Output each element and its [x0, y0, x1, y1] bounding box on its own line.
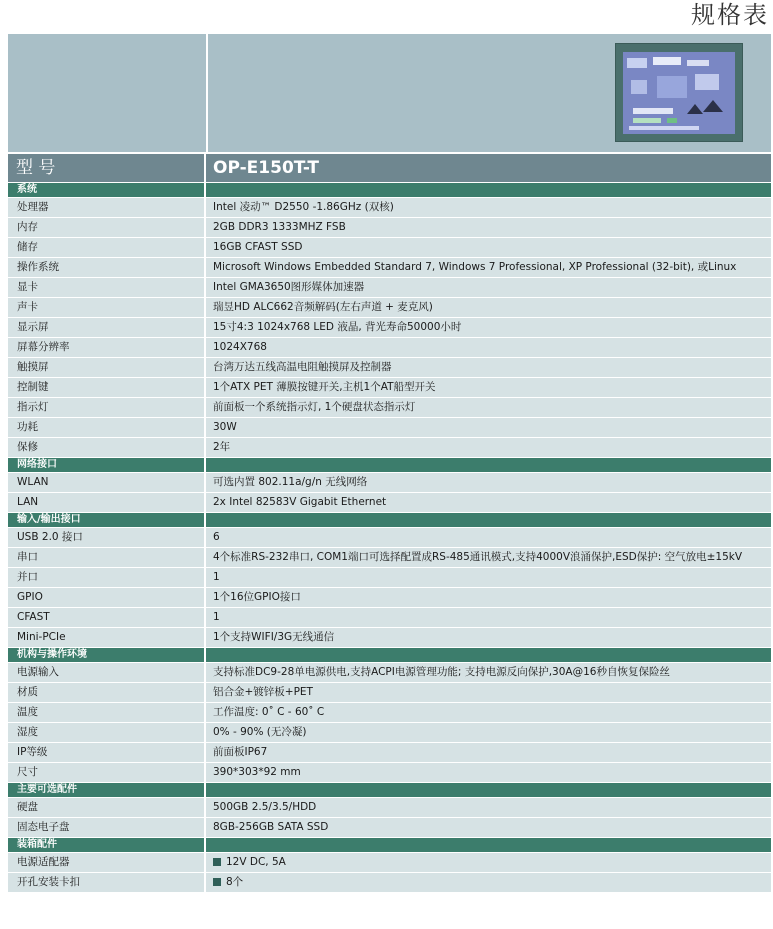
- spec-value: 6: [213, 531, 220, 543]
- spec-value-cell: [206, 198, 771, 217]
- spec-value: 16GB CFAST SSD: [213, 241, 303, 253]
- spec-label: 触摸屏: [8, 358, 206, 377]
- section-header: [8, 512, 771, 527]
- spec-value: 1024X768: [213, 341, 267, 353]
- spec-value-cell: [206, 663, 771, 682]
- spec-row: [8, 297, 771, 317]
- spec-value-cell: [206, 873, 771, 892]
- spec-value: 1: [213, 611, 220, 623]
- spec-value-cell: [206, 278, 771, 297]
- spec-row: [8, 547, 771, 567]
- model-label: 型 号: [8, 154, 206, 182]
- spec-value-cell: [206, 438, 771, 457]
- section-header: [8, 182, 771, 197]
- section-header: [8, 782, 771, 797]
- spec-value-cell: [206, 548, 771, 567]
- spec-value: 8个: [226, 876, 244, 888]
- spec-row: [8, 197, 771, 217]
- spec-value-cell: [206, 683, 771, 702]
- spec-row: [8, 607, 771, 627]
- spec-row: [8, 762, 771, 782]
- spec-row: [8, 417, 771, 437]
- spec-value-cell: [206, 568, 771, 587]
- section-title: 装箱配件: [8, 838, 206, 852]
- spec-value-cell: [206, 398, 771, 417]
- square-bullet-icon: [213, 878, 221, 886]
- spec-row: [8, 492, 771, 512]
- spec-label: 电源输入: [8, 663, 206, 682]
- section-header: [8, 837, 771, 852]
- spec-value: 15寸4:3 1024x768 LED 液晶, 背光寿命50000小时: [213, 321, 462, 333]
- spec-row: [8, 587, 771, 607]
- spec-row: [8, 357, 771, 377]
- spec-value: 工作温度: 0˚ C - 60˚ C: [213, 706, 325, 718]
- spec-value: 2x Intel 82583V Gigabit Ethernet: [213, 496, 387, 508]
- spec-value: 前面板一个系统指示灯, 1个硬盘状态指示灯: [213, 401, 416, 413]
- spec-row: [8, 317, 771, 337]
- spec-label: IP等级: [8, 743, 206, 762]
- spec-value: Microsoft Windows Embedded Standard 7, Windows 7 Professional, XP Professional (32-bit), 或Linux: [213, 261, 737, 273]
- spec-value: 8GB-256GB SATA SSD: [213, 821, 329, 833]
- spec-value-cell: [206, 608, 771, 627]
- spec-label: 并口: [8, 568, 206, 587]
- spec-label: 温度: [8, 703, 206, 722]
- spec-row: [8, 567, 771, 587]
- product-image: [615, 43, 743, 142]
- section-header: [8, 457, 771, 472]
- spec-label: 尺寸: [8, 763, 206, 782]
- spec-value: 可选内置 802.11a/g/n 无线网络: [213, 476, 368, 488]
- spec-value: 1: [213, 571, 220, 583]
- spec-value-cell: [206, 378, 771, 397]
- spec-label: 屏幕分辨率: [8, 338, 206, 357]
- spec-value: 500GB 2.5/3.5/HDD: [213, 801, 317, 813]
- spec-row: [8, 662, 771, 682]
- spec-label: 电源适配器: [8, 853, 206, 872]
- spec-value: 1个ATX PET 薄膜按键开关,主机1个AT船型开关: [213, 381, 436, 393]
- spec-value: 支持标准DC9-28单电源供电,支持ACPI电源管理功能; 支持电源反向保护,30A@16秒自恢复保险丝: [213, 666, 670, 678]
- spec-label: CFAST: [8, 608, 206, 627]
- spec-value-cell: [206, 358, 771, 377]
- spec-label: 控制键: [8, 378, 206, 397]
- section-title: 网络接口: [8, 458, 206, 472]
- spec-row: [8, 627, 771, 647]
- spec-value: Intel 凌动™ D2550 -1.86GHz (双核): [213, 201, 394, 213]
- spec-value: 2GB DDR3 1333MHZ FSB: [213, 221, 346, 233]
- spec-row: [8, 722, 771, 742]
- spec-value-cell: [206, 258, 771, 277]
- section-title: 机构与操作环境: [8, 648, 206, 662]
- spec-value: 1个支持WIFI/3G无线通信: [213, 631, 335, 643]
- spec-value-cell: [206, 818, 771, 837]
- spec-value: 1个16位GPIO接口: [213, 591, 301, 603]
- spec-row: [8, 872, 771, 892]
- spec-row: [8, 472, 771, 492]
- spec-label: 储存: [8, 238, 206, 257]
- spec-label: 串口: [8, 548, 206, 567]
- spec-value-cell: [206, 298, 771, 317]
- spec-value: 瑞昱HD ALC662音频解码(左右声道 + 麦克风): [213, 301, 433, 313]
- spec-label: 开孔安装卡扣: [8, 873, 206, 892]
- section-title: 主要可选配件: [8, 783, 206, 797]
- spec-label: USB 2.0 接口: [8, 528, 206, 547]
- spec-value: 30W: [213, 421, 237, 433]
- spec-row: [8, 237, 771, 257]
- spec-value-cell: [206, 628, 771, 647]
- spec-value: 12V DC, 5A: [226, 856, 286, 868]
- page-title: 规格表: [691, 1, 769, 29]
- spec-row: [8, 397, 771, 417]
- spec-row: [8, 702, 771, 722]
- spec-row: [8, 682, 771, 702]
- spec-label: WLAN: [8, 473, 206, 492]
- spec-label: 显卡: [8, 278, 206, 297]
- model-value: OP-E150T-T: [213, 158, 320, 178]
- spec-row: [8, 817, 771, 837]
- spec-label: 保修: [8, 438, 206, 457]
- spec-row: [8, 257, 771, 277]
- spec-value-cell: [206, 703, 771, 722]
- spec-value-cell: [206, 318, 771, 337]
- spec-label: 功耗: [8, 418, 206, 437]
- spec-value-cell: [206, 473, 771, 492]
- spec-value: 铝合金+镀锌板+PET: [213, 686, 313, 698]
- spec-value: 0% - 90% (无冷凝): [213, 726, 307, 738]
- section-header: [8, 647, 771, 662]
- model-row: [8, 152, 771, 182]
- spec-label: 硬盘: [8, 798, 206, 817]
- spec-value: 2年: [213, 441, 231, 453]
- spec-row: [8, 437, 771, 457]
- spec-label: 固态电子盘: [8, 818, 206, 837]
- spec-value-cell: [206, 763, 771, 782]
- spec-value-cell: [206, 528, 771, 547]
- spec-value: 390*303*92 mm: [213, 766, 301, 778]
- spec-label: Mini-PCIe: [8, 628, 206, 647]
- spec-row: [8, 377, 771, 397]
- spec-row: [8, 797, 771, 817]
- spec-label: LAN: [8, 493, 206, 512]
- square-bullet-icon: [213, 858, 221, 866]
- spec-value-cell: [206, 853, 771, 872]
- section-title: 系统: [8, 183, 206, 197]
- spec-value-cell: [206, 743, 771, 762]
- spec-row: [8, 277, 771, 297]
- spec-value: 前面板IP67: [213, 746, 268, 758]
- spec-label: 湿度: [8, 723, 206, 742]
- spec-value-cell: [206, 723, 771, 742]
- spec-value: 台湾万达五线高温电阻触摸屏及控制器: [213, 361, 392, 373]
- spec-label: 材质: [8, 683, 206, 702]
- spec-row: [8, 527, 771, 547]
- spec-label: 内存: [8, 218, 206, 237]
- spec-table: [8, 34, 771, 892]
- spec-value-cell: [206, 493, 771, 512]
- spec-label: GPIO: [8, 588, 206, 607]
- spec-value-cell: [206, 238, 771, 257]
- spec-row: [8, 742, 771, 762]
- spec-value-cell: [206, 338, 771, 357]
- spec-value-cell: [206, 218, 771, 237]
- spec-row: [8, 852, 771, 872]
- spec-label: 显示屏: [8, 318, 206, 337]
- spec-value-cell: [206, 418, 771, 437]
- header-image-row: [8, 34, 771, 152]
- spec-label: 指示灯: [8, 398, 206, 417]
- spec-value-cell: [206, 588, 771, 607]
- spec-label: 处理器: [8, 198, 206, 217]
- spec-value-cell: [206, 798, 771, 817]
- spec-label: 声卡: [8, 298, 206, 317]
- spec-row: [8, 217, 771, 237]
- spec-label: 操作系统: [8, 258, 206, 277]
- spec-row: [8, 337, 771, 357]
- spec-value: 4个标准RS-232串口, COM1端口可选择配置成RS-485通讯模式,支持4000V浪涌保护,ESD保护: 空气放电±15kV: [213, 551, 743, 563]
- spec-value: Intel GMA3650图形媒体加速器: [213, 281, 365, 293]
- section-title: 输入/输出接口: [8, 513, 206, 527]
